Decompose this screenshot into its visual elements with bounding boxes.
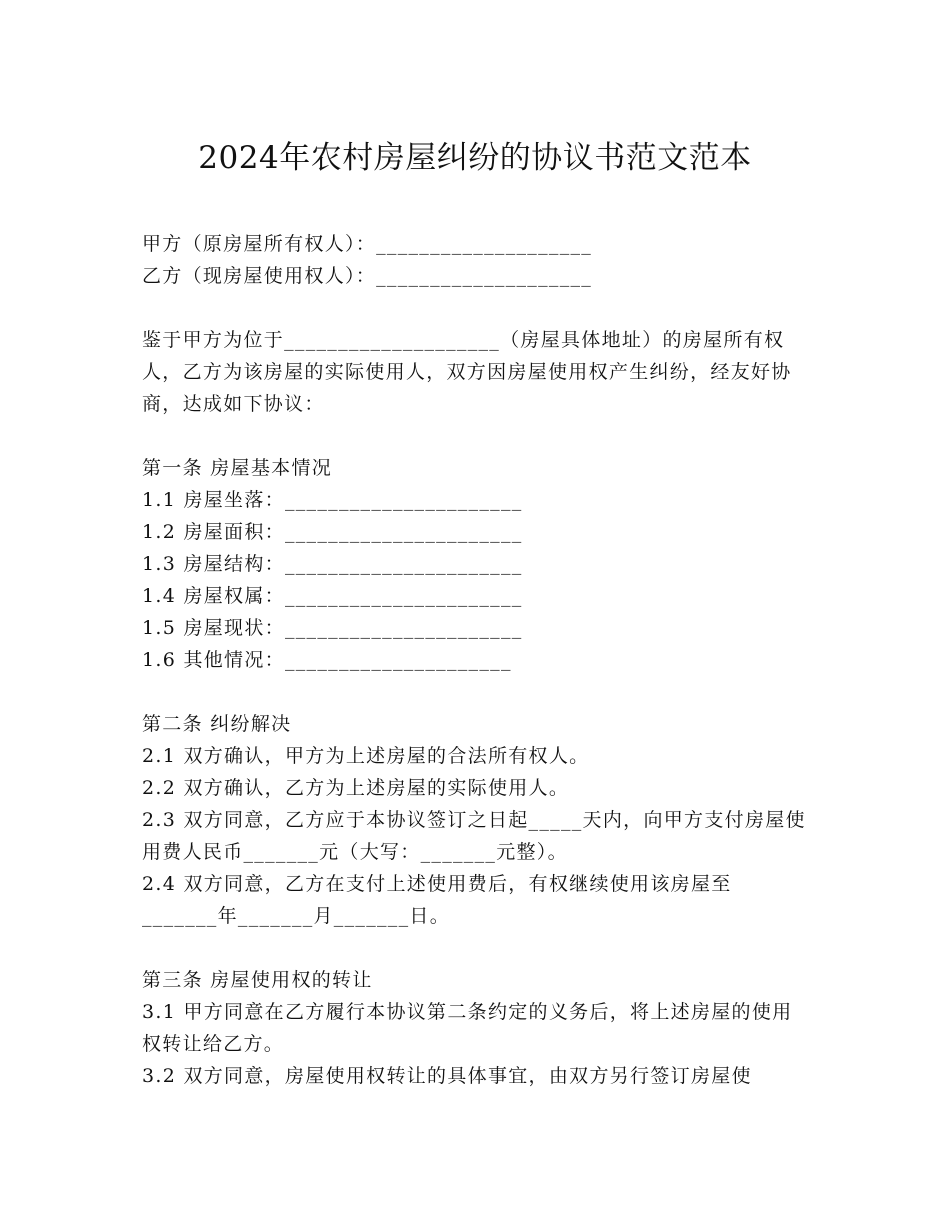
article2-item: 2.1 双方确认，甲方为上述房屋的合法所有权人。 bbox=[142, 745, 590, 767]
document-body bbox=[142, 228, 807, 1092]
article1-heading: 第一条 房屋基本情况 bbox=[142, 457, 333, 479]
article1-item: 1.2 房屋面积：______________________ bbox=[142, 521, 523, 543]
article2-item: 2.2 双方确认，乙方为上述房屋的实际使用人。 bbox=[142, 777, 570, 799]
article1-item: 1.1 房屋坐落：______________________ bbox=[142, 489, 523, 511]
article3-item: 3.1 甲方同意在乙方履行本协议第二条约定的义务后，将上述房屋的使用权转让给乙方。 bbox=[142, 1001, 793, 1055]
party-b-line: 乙方（现房屋使用权人）：____________________ bbox=[142, 265, 593, 287]
article2-heading: 第二条 纠纷解决 bbox=[142, 713, 292, 735]
article1-item: 1.4 房屋权属：______________________ bbox=[142, 585, 523, 607]
article3-item: 3.2 双方同意，房屋使用权转让的具体事宜，由双方另行签订房屋使 bbox=[142, 1065, 752, 1087]
preamble-paragraph: 鉴于甲方为位于____________________（房屋具体地址）的房屋所有权人，乙方为该房屋的实际使用人，双方因房屋使用权产生纠纷，经友好协商，达成如下协议： bbox=[142, 329, 792, 415]
article3-heading: 第三条 房屋使用权的转让 bbox=[142, 969, 373, 991]
article1-item: 1.3 房屋结构：______________________ bbox=[142, 553, 523, 575]
article1-item: 1.6 其他情况：_____________________ bbox=[142, 649, 512, 671]
article2-item: 2.4 双方同意，乙方在支付上述使用费后，有权继续使用该房屋至_______年_______月_______日。 bbox=[142, 873, 732, 927]
party-a-line: 甲方（原房屋所有权人）：____________________ bbox=[142, 233, 593, 255]
article2-item: 2.3 双方同意，乙方应于本协议签订之日起_____天内，向甲方支付房屋使用费人民币_______元（大写：_______元整）。 bbox=[142, 809, 806, 863]
article1-item: 1.5 房屋现状：______________________ bbox=[142, 617, 523, 639]
document-title: 2024年农村房屋纠纷的协议书范文范本 bbox=[198, 140, 752, 176]
